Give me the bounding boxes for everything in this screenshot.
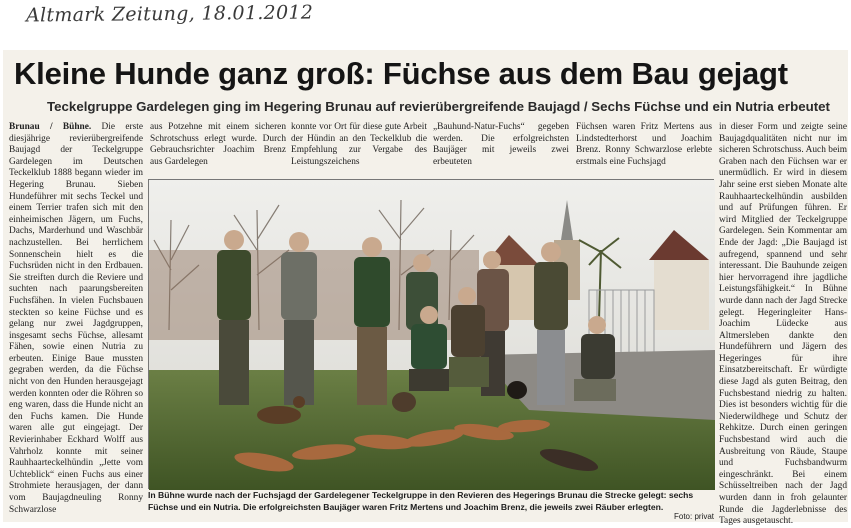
photo-credit: Foto: privat: [673, 511, 714, 521]
column-1-text: Die erste diesjährige revierübergreifende Baujagd der Teckelgruppe Gardelegen im Deutschen Teckelklub 1888 begann wieder im Hegering Brunau. Sieben Hundeführer mit sechs Teckel und einem Terrier trafen sich mit den einheimischen Jägern, um Fuchs, Dachs, Marderhund und Waschbär nachzustellen. Bei herrlichem Sonnenschein hielt es die Fuchsrüden nicht in den Erdbauen. Sie streiften durch die Reviere und suchten nach paarungsbereiten Fuchsfähen. In vielen Fuchsbauen steckten so keine Füchse und es gelang nur zwei Jagdgruppen, insgesamt sechs Füchse, allesamt Fähen, sowie einen Nutria zu erbeuten. Einige Baue mussten gegraben werden, da die Füchse nicht von den Hunden herausgejagt werden konnten oder die Röhren so eng waren, dass die Hunde nicht an den Fuchs kamen. Die Hunde waren alle gut eingejagt. Der Revierinhaber Eckhard Wolff aus Vahrholz konnte mit seiner Rauhhaarteckelhündin „Jette vom Uchteblick“ einen Fuchs aus einer Strohmiete herausjagen, der dann vom Baujagdneuling Ronny Schwarzlose: [9, 122, 143, 515]
dateline: Brunau / Bühne.: [9, 122, 92, 132]
article-column-6: [719, 122, 847, 527]
photo-caption: [148, 490, 714, 522]
column-2-text: aus Potzehne mit einem sicheren Schrotschuss erlegt wurde. Durch Gebrauchsrichter Joachim Brenz aus Gardelegen: [150, 122, 286, 167]
article-column-2: [150, 122, 286, 180]
subheadline: Teckelgruppe Gardelegen ging im Hegering Brunau auf revierübergreifende Baujagd / Sechs Füchse und ein Nutria erbeutet: [47, 99, 830, 114]
column-3-text: konnte vor Ort für diese gute Arbeit der Hündin an den Teckelklub die Empfehlung zur Vergabe des Leistungszeichens: [291, 122, 427, 167]
article-column-5: [576, 122, 712, 180]
column-6-text: in dieser Form und zeigte seine Baujagdqualitäten nicht nur im sicheren Schrotschuss. Auch beim Graben nach den Füchsen war er unermüdlich. Er wird in diesem Jahr seine erst sieben Monate alte Rauhhaarteckelhündin ausbilden und auf Prüfungen führen. Er wird Mitglied der Teckelgruppe Gardelegen. Sein Kommentar am Ende der Jagd: „Die Baujagd ist aufregend, spannend und sehr interessant. Die Bauhunde zeigen hier hervorragend ihre jagdliche Leistungsfähigkeit.“ In Bühne wurde dann nach der Jagd Strecke gelegt. Hegeringleiter Hans-Joachim Lüdecke aus Altmersleben dankte den Hundeführern und Jägern des Hegeringes für ihre Einsatzbereitschaft. Er würdigte diese Jagd als guten Beitrag, den Fuchsbestand niedrig zu halten. Dies ist besonders wichtig für die Niederwildhege und Schutz der Rehkitze. Durch einen geringen Fuchsbestand wird auch die Ausbreitung von Räude, Staupe und Fuchsbandwurm eingeschränkt. Bei einem Schüsseltreiben nach der Jagd wurden dann in froh gelaunter Runde die Jagderlebnisse des Tages ausgetauscht.: [719, 122, 847, 527]
hunting-group-photo: [148, 179, 714, 489]
article-column-3: [291, 122, 427, 180]
column-5-text: Füchsen waren Fritz Mertens aus Lindstedterhorst und Joachim Brenz. Ronny Schwarzlose erlebte erstmals eine Fuchsjagd: [576, 122, 712, 167]
column-4-text: „Bauhund-Natur-Fuchs“ gegeben werden. Die erfolgreichsten Baujäger mit jeweils zwei erbeuteten: [433, 122, 569, 167]
newspaper-clipping: [3, 50, 848, 527]
handwritten-source-note: Altmark Zeitung, 18.01.2012: [25, 1, 314, 27]
article-column-1: [9, 122, 143, 515]
photo-illustration: [149, 180, 715, 490]
headline: Kleine Hunde ganz groß: Füchse aus dem Bau gejagt: [14, 56, 788, 91]
caption-text: In Bühne wurde nach der Fuchsjagd der Gardelegener Teckelgruppe in den Revieren des Hegerings Brunau die Strecke gelegt: sechs Füchse und ein Nutria. Die erfolgreichsten Baujäger waren Fritz Mertens und Joachim Brenz, die jeweils zwei Räuber erlegten.: [148, 490, 694, 512]
article-column-4: [433, 122, 569, 180]
